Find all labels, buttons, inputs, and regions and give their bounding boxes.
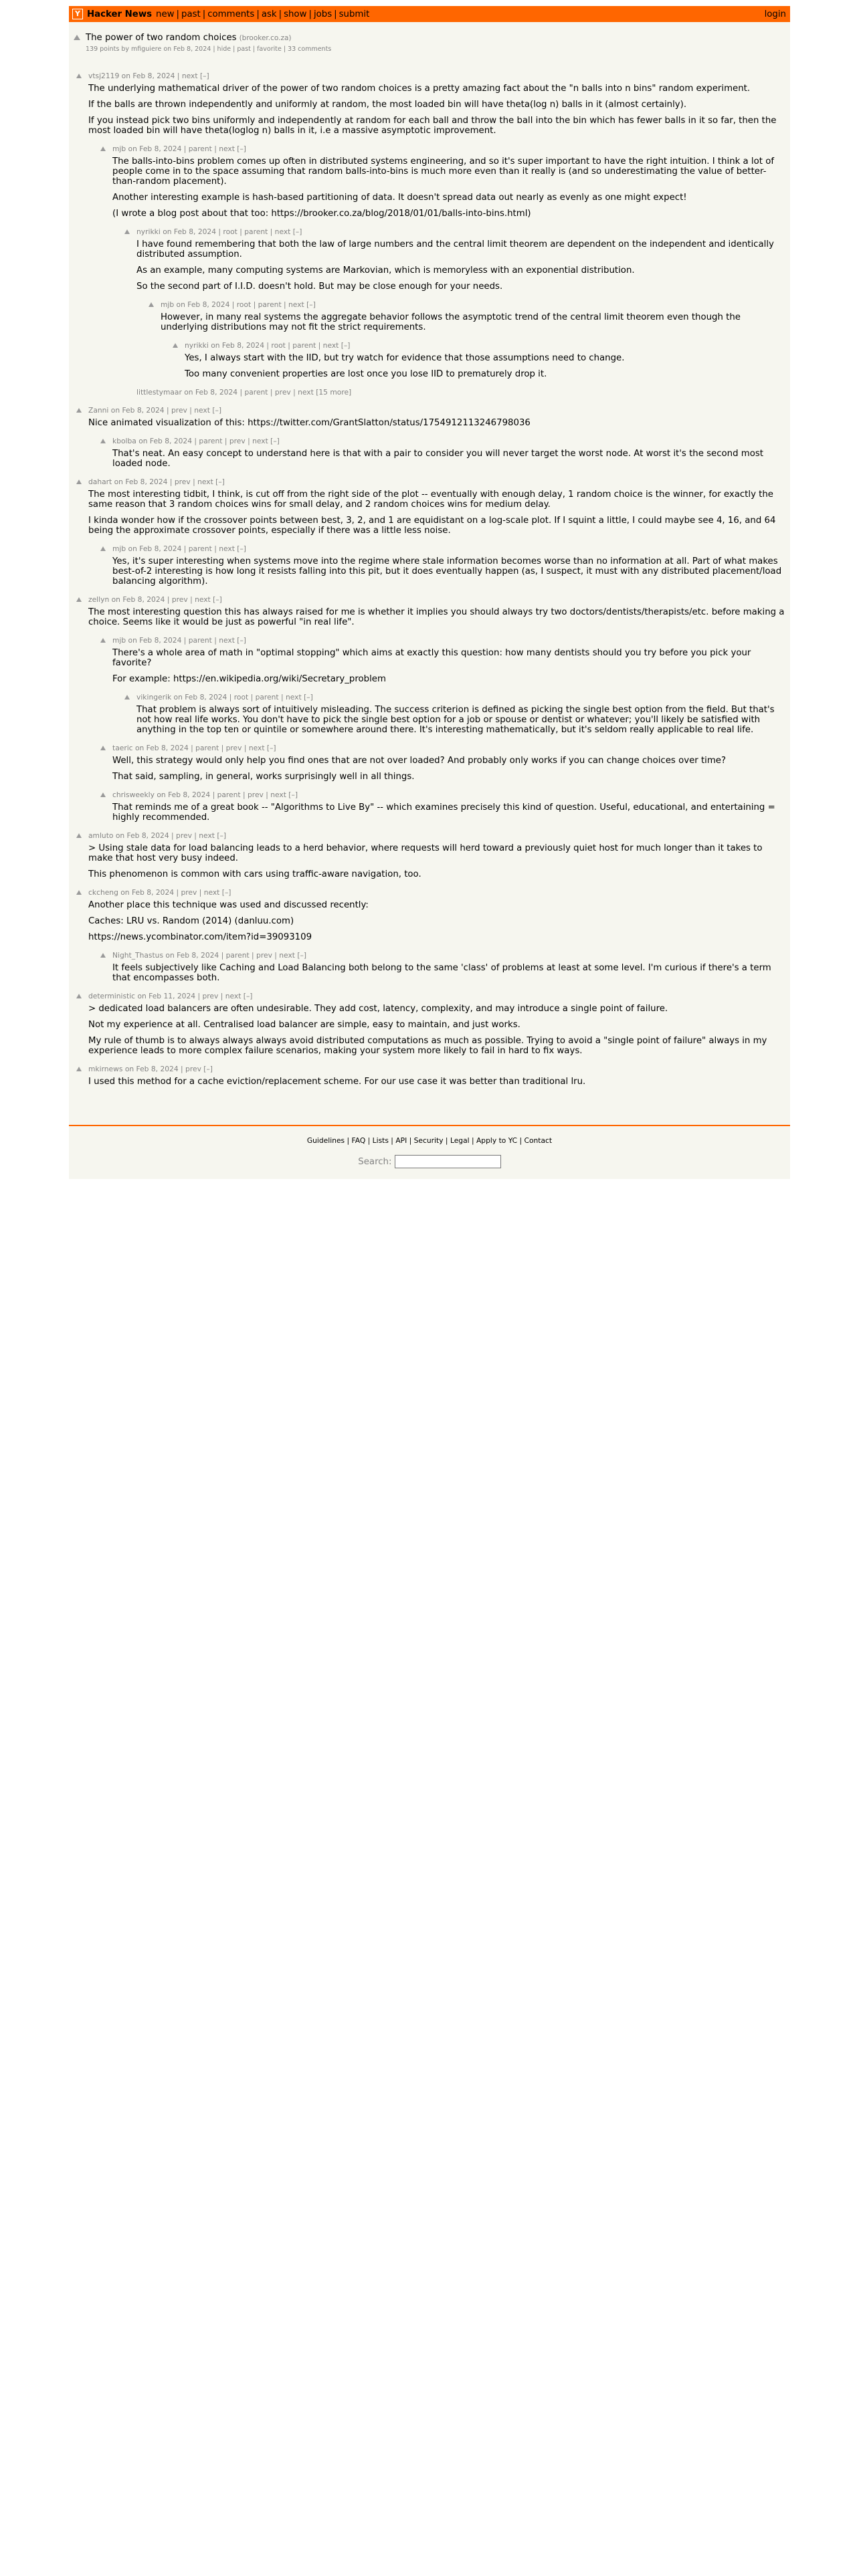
- nav-separator: |: [256, 9, 260, 19]
- comment-header[interactable]: vtsj2119 on Feb 8, 2024 | next [–]: [88, 72, 209, 80]
- footer-separator: |: [388, 1136, 396, 1145]
- nav-link-ask[interactable]: ask: [261, 9, 277, 19]
- comment-body: [112, 963, 785, 983]
- nav-link-past[interactable]: past: [181, 9, 201, 19]
- comment: [76, 406, 785, 428]
- nav-links: [156, 9, 369, 19]
- y-logo-icon[interactable]: Y: [72, 9, 83, 19]
- upvote-arrow-icon[interactable]: [76, 74, 82, 78]
- nav-separator: |: [308, 9, 312, 19]
- comment: [76, 992, 785, 1056]
- comment-paragraph: The balls-into-bins problem comes up often in distributed systems engineering, and so it's super important to have the right intuition. I think a lot of people come in to the space assuming that random balls-into-bins is much more even than it really is (and so underestimating the value of better-than-random placement).: [112, 156, 775, 187]
- nav-separator: |: [202, 9, 206, 19]
- upvote-arrow-icon[interactable]: [149, 302, 154, 307]
- comment-header[interactable]: chrisweekly on Feb 8, 2024 | parent | prev | next [–]: [112, 790, 298, 799]
- footer-search: [69, 1155, 790, 1168]
- comment-paragraph: The most interesting question this has always raised for me is whether it implies you should always try two doctors/dentists/therapists/etc. before making a choice. Seems like it would be just as powerful "in real life".: [88, 607, 785, 627]
- nav-link-show[interactable]: show: [284, 9, 307, 19]
- upvote-arrow-icon[interactable]: [100, 546, 106, 551]
- comment: [100, 144, 785, 219]
- footer-link-api[interactable]: API: [395, 1136, 407, 1145]
- search-input[interactable]: [395, 1155, 501, 1168]
- comment-paragraph: That reminds me of a great book -- "Algorithms to Live By" -- which examines precisely this kind of question. Useful, educational, and entertaining = highly recommended.: [112, 802, 775, 823]
- comment-header[interactable]: amluto on Feb 8, 2024 | prev | next [–]: [88, 831, 227, 840]
- comment-body: [88, 84, 785, 136]
- comment: [149, 300, 785, 332]
- comment-paragraph: My rule of thumb is to always always always avoid distributed computations as much as possible. Trying to avoid a "single point of failure" always in my experience leads to more complex failure scenarios, making your system more likely to fail in hard to fix ways.: [88, 1036, 767, 1056]
- comment-header[interactable]: ckcheng on Feb 8, 2024 | prev | next [–]: [88, 888, 231, 897]
- comment-paragraph: I used this method for a cache eviction/replacement scheme. For our use case it was better than traditional lru.: [88, 1077, 586, 1087]
- comment-paragraph[interactable]: Nice animated visualization of this: https://twitter.com/GrantSlatton/status/1754912113246798036: [88, 418, 531, 428]
- comment-paragraph: This phenomenon is common with cars using traffic-aware navigation, too.: [88, 869, 421, 879]
- comment-paragraph[interactable]: (I wrote a blog post about that too: https://brooker.co.za/blog/2018/01/01/balls-into-bins.html): [112, 209, 531, 219]
- comment: [100, 437, 785, 469]
- footer-links: [69, 1136, 790, 1145]
- comment-paragraph: > dedicated load balancers are often undesirable. They add cost, latency, complexity, and may introduce a single point of failure.: [88, 1004, 668, 1014]
- comment-paragraph: I have found remembering that both the law of large numbers and the central limit theorem are dependent on the independent and identically distributed assumption.: [136, 239, 774, 259]
- comment-paragraph: That problem is always sort of intuitively misleading. The success criterion is defined as picking the single best option from the field. But that's not how real life works. You don't have to pick the single best option for a job or spouse or dentist or whatever; you'll likely be satisfied with anything in the top ten or quintile or somewhere around there. It's interesting mathematically, but it's seldom really applicable to real life.: [136, 705, 775, 735]
- comment-paragraph: Another interesting example is hash-based partitioning of data. It doesn't spread data out nearly as evenly as one might expect!: [112, 193, 687, 203]
- story-title-link[interactable]: The power of two random choices: [86, 33, 237, 43]
- footer: [69, 1125, 790, 1168]
- comment-header[interactable]: deterministic on Feb 11, 2024 | prev | next [–]: [88, 992, 253, 1000]
- comment-header[interactable]: mkirnews on Feb 8, 2024 | prev [–]: [88, 1065, 213, 1073]
- comment-body: [88, 900, 785, 942]
- comment-paragraph: If the balls are thrown independently and uniformly at random, the most loaded bin will have theta(log n) balls in it (almost certainly).: [88, 100, 687, 110]
- upvote-arrow-icon[interactable]: [124, 229, 130, 234]
- comment-header[interactable]: Zanni on Feb 8, 2024 | prev | next [–]: [88, 406, 221, 415]
- upvote-arrow-icon[interactable]: [76, 408, 82, 413]
- comment-paragraph: Too many convenient properties are lost once you lose IID to prematurely drop it.: [185, 369, 547, 379]
- comment: [124, 227, 785, 292]
- comment-body: [112, 648, 785, 684]
- comment-body: [88, 1077, 785, 1087]
- comment: [100, 388, 785, 397]
- comment-body: [185, 353, 785, 379]
- comment-paragraph: Yes, I always start with the IID, but try watch for evidence that those assumptions need to change.: [185, 353, 625, 363]
- footer-link-legal[interactable]: Legal: [450, 1136, 470, 1145]
- footer-separator: |: [407, 1136, 414, 1145]
- footer-separator: |: [469, 1136, 476, 1145]
- story-row: [74, 30, 331, 53]
- comment-body: [112, 449, 785, 469]
- comment-body: [112, 556, 785, 586]
- comment-paragraph: Another place this technique was used and discussed recently:: [88, 900, 369, 910]
- story-subtext: 139 points by mfiguiere on Feb 8, 2024 | hide | past | favorite | 33 comments: [86, 45, 332, 53]
- upvote-arrow-icon[interactable]: [74, 35, 80, 40]
- comment: [100, 544, 785, 586]
- upvote-arrow-icon[interactable]: [76, 1067, 82, 1071]
- upvote-arrow-icon[interactable]: [100, 953, 106, 958]
- comment: [124, 693, 785, 735]
- nav-separator: |: [334, 9, 337, 19]
- footer-separator: |: [517, 1136, 524, 1145]
- comment-tree: [76, 72, 785, 1095]
- comment: [76, 1065, 785, 1087]
- story-site[interactable]: (brooker.co.za): [239, 34, 292, 42]
- comment-paragraph: It feels subjectively like Caching and Load Balancing both belong to the same 'class' of problems at least at some level. I'm curious if there's a term that encompasses both.: [112, 963, 771, 983]
- comment-header[interactable]: mjb on Feb 8, 2024 | root | parent | next [–]: [161, 300, 316, 309]
- comment-body: [88, 1004, 785, 1056]
- comment-body: [88, 418, 785, 428]
- comment-header[interactable]: vikingerik on Feb 8, 2024 | root | parent | next [–]: [136, 693, 313, 702]
- footer-link-apply-to-yc[interactable]: Apply to YC: [476, 1136, 518, 1145]
- footer-link-lists[interactable]: Lists: [372, 1136, 389, 1145]
- comment-paragraph: That's neat. An easy concept to understand here is that with a pair to consider you will never target the worst node. At worst it's the second most loaded node.: [112, 449, 764, 469]
- nav-link-jobs[interactable]: jobs: [313, 9, 332, 19]
- site-name-link[interactable]: Hacker News: [87, 9, 153, 19]
- comment: [100, 636, 785, 684]
- comment-paragraph: Well, this strategy would only help you find ones that are not over loaded? And probably only works if you can change choices over time?: [112, 756, 727, 766]
- upvote-arrow-icon[interactable]: [76, 994, 82, 998]
- comment: [76, 72, 785, 136]
- comment-body: [112, 756, 785, 782]
- footer-link-contact[interactable]: Contact: [524, 1136, 553, 1145]
- comment-body: [88, 843, 785, 879]
- comment: [76, 831, 785, 879]
- comment: [100, 744, 785, 782]
- upvote-arrow-icon[interactable]: [173, 343, 178, 348]
- comment-header[interactable]: zellyn on Feb 8, 2024 | prev | next [–]: [88, 595, 222, 604]
- top-bar: [69, 6, 790, 22]
- nav-link-comments[interactable]: comments: [207, 9, 255, 19]
- nav-link-submit[interactable]: submit: [339, 9, 370, 19]
- comment-body: [88, 607, 785, 627]
- comment: [76, 888, 785, 942]
- comment-body: [112, 802, 785, 823]
- comment: [76, 477, 785, 536]
- upvote-arrow-icon[interactable]: [100, 746, 106, 750]
- upvote-arrow-icon[interactable]: [100, 792, 106, 797]
- comment-body: [136, 705, 785, 735]
- comment-paragraph: However, in many real systems the aggregate behavior follows the asymptotic trend of the central limit theorem even though the underlying distributions may not fit the strict requirements.: [161, 312, 741, 332]
- comment-header[interactable]: nyrikki on Feb 8, 2024 | root | parent | next [–]: [185, 341, 351, 350]
- comment-body: [88, 490, 785, 536]
- nav-separator: |: [278, 9, 282, 19]
- upvote-arrow-icon[interactable]: [100, 439, 106, 443]
- comment: [173, 341, 785, 379]
- comment-header[interactable]: dahart on Feb 8, 2024 | prev | next [–]: [88, 477, 225, 486]
- comment-header[interactable]: mjb on Feb 8, 2024 | parent | next [–]: [112, 544, 246, 553]
- comment-header[interactable]: kbolba on Feb 8, 2024 | parent | prev | next [–]: [112, 437, 280, 445]
- comment-paragraph: If you instead pick two bins uniformly and independently at random for each ball and throw the ball into the bin which has fewer balls in it so far, then the most loaded bin will have theta(loglog n) balls in it, i.e a massive asymptotic improvement.: [88, 116, 777, 136]
- footer-separator: |: [345, 1136, 352, 1145]
- upvote-arrow-icon[interactable]: [76, 597, 82, 602]
- search-label: Search:: [358, 1157, 392, 1167]
- comment-paragraph: The underlying mathematical driver of the power of two random choices is a pretty amazing fact about the "n balls into n bins" random experiment.: [88, 84, 751, 94]
- comment-paragraph: So the second part of I.I.D. doesn't hold. But may be close enough for your needs.: [136, 282, 503, 292]
- hn-main-container: [69, 6, 790, 1179]
- comment-body: [161, 312, 785, 332]
- comment-header[interactable]: Night_Thastus on Feb 8, 2024 | parent | prev | next [–]: [112, 951, 307, 960]
- comment-paragraph: That said, sampling, in general, works surprisingly well in all things.: [112, 772, 415, 782]
- comment-header[interactable]: taeric on Feb 8, 2024 | parent | prev | next [–]: [112, 744, 276, 752]
- upvote-arrow-icon[interactable]: [76, 890, 82, 895]
- upvote-arrow-icon[interactable]: [76, 479, 82, 484]
- comment-header[interactable]: mjb on Feb 8, 2024 | parent | next [–]: [112, 636, 246, 645]
- comment-paragraph[interactable]: https://news.ycombinator.com/item?id=39093109: [88, 932, 312, 942]
- comment-paragraph: Caches: LRU vs. Random (2014) (danluu.com): [88, 916, 294, 926]
- nav-separator: |: [176, 9, 179, 19]
- comment-header[interactable]: mjb on Feb 8, 2024 | parent | next [–]: [112, 144, 246, 153]
- footer-link-guidelines[interactable]: Guidelines: [306, 1136, 345, 1145]
- footer-link-security[interactable]: Security: [413, 1136, 444, 1145]
- upvote-arrow-icon[interactable]: [100, 638, 106, 643]
- comment-paragraph: As an example, many computing systems are Markovian, which is memoryless with an exponential distribution.: [136, 265, 635, 276]
- comment-paragraph[interactable]: For example: https://en.wikipedia.org/wiki/Secretary_problem: [112, 674, 386, 684]
- comment-paragraph: I kinda wonder how if the crossover points between best, 3, 2, and 1 are equidistant on a log-scale plot. If I squint a little, I could maybe see 4, 16, and 64 being the approximate crossover points, especially if there was a little less noise.: [88, 516, 776, 536]
- comment: [100, 951, 785, 983]
- nav-link-new[interactable]: new: [156, 9, 175, 19]
- comment: [100, 790, 785, 823]
- upvote-arrow-icon[interactable]: [100, 146, 106, 151]
- comment-header[interactable]: nyrikki on Feb 8, 2024 | root | parent | next [–]: [136, 227, 302, 236]
- upvote-arrow-icon[interactable]: [76, 833, 82, 838]
- comment-paragraph: Not my experience at all. Centralised load balancer are simple, easy to maintain, and just works.: [88, 1020, 520, 1030]
- comment-paragraph: The most interesting tidbit, I think, is cut off from the right side of the plot -- eventually with enough delay, 1 random choice is the winner, for exactly the same reason that 3 random choices wins for small delay, and 2 random choices wins for medium delay.: [88, 490, 773, 510]
- footer-separator: |: [443, 1136, 450, 1145]
- footer-separator: |: [365, 1136, 373, 1145]
- comment-paragraph: There's a whole area of math in "optimal stopping" which aims at exactly this question: how many dentists should you try before you pick your favorite?: [112, 648, 751, 668]
- comment-body: [136, 239, 785, 292]
- footer-divider: [69, 1125, 790, 1126]
- upvote-arrow-icon[interactable]: [124, 695, 130, 700]
- comment-paragraph: Yes, it's super interesting when systems move into the regime where stale information becomes worse than no information at all. Part of what makes best-of-2 interesting is how long it resists falling into this pit, but it does eventually happen (as, I suspect, it must with any distributed placement/load balancing algorithm).: [112, 556, 782, 586]
- comment-header[interactable]: littlestymaar on Feb 8, 2024 | parent | prev | next [15 more]: [136, 388, 352, 397]
- comment-paragraph: > Using stale data for load balancing leads to a herd behavior, where requests will herd toward a previously quiet host for much longer than it takes to make that host very busy indeed.: [88, 843, 763, 863]
- footer-link-faq[interactable]: FAQ: [351, 1136, 366, 1145]
- login-link[interactable]: login: [764, 9, 786, 19]
- comment-body: [112, 156, 785, 219]
- comment: [76, 595, 785, 627]
